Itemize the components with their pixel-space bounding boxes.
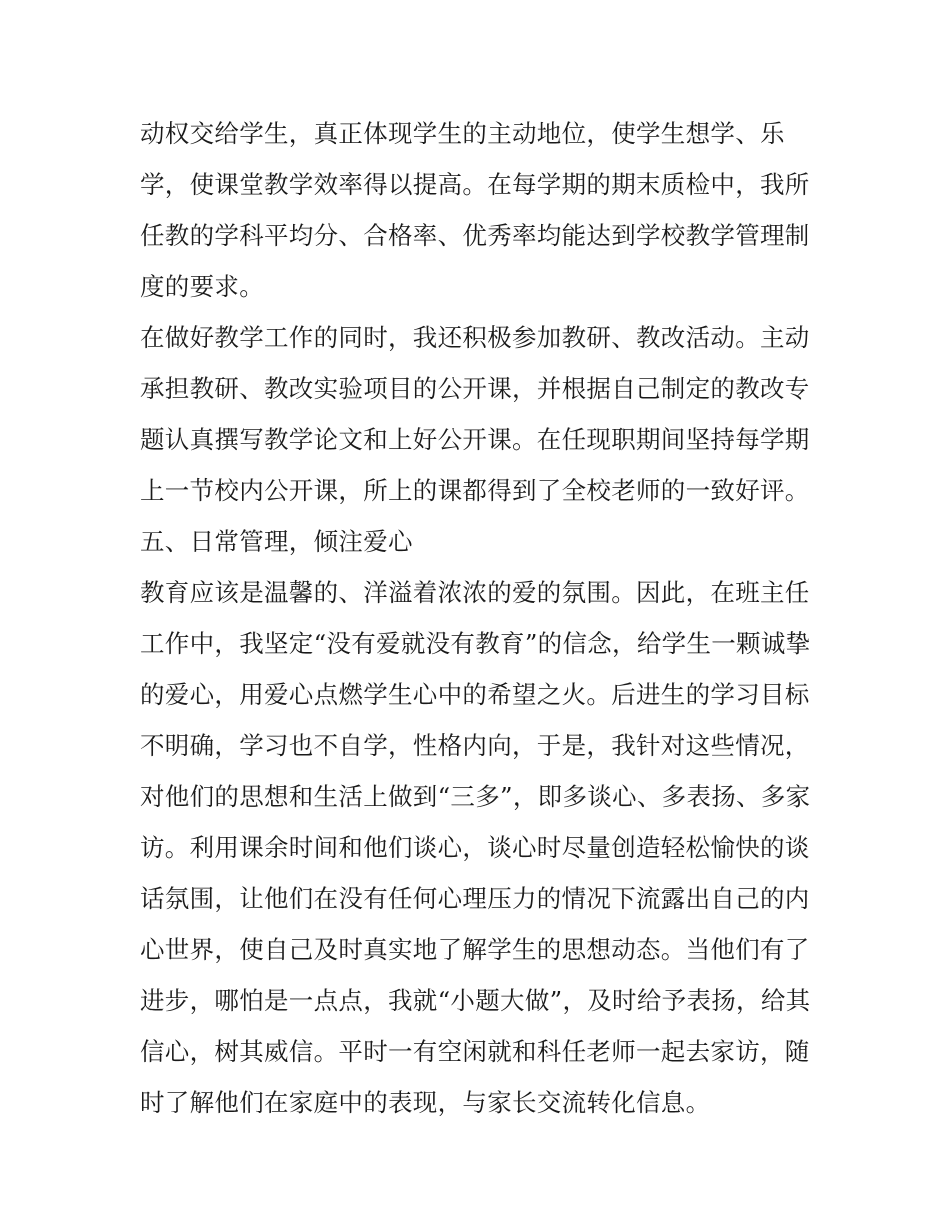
text-line: 任教的学科平均分、合格率、优秀率均能达到学校教学管理制 [140, 221, 810, 250]
text-line: 话氛围，让他们在没有任何心理压力的情况下流露出自己的内 [140, 884, 810, 913]
section-heading: 五、日常管理，倾注爱心 [140, 527, 413, 556]
text-line: 心世界，使自己及时真实地了解学生的思想动态。当他们有了 [140, 935, 810, 964]
text-line: 题认真撰写教学论文和上好公开课。在任现职期间坚持每学期 [140, 425, 810, 454]
text-line: 在做好教学工作的同时，我还积极参加教研、教改活动。主动 [140, 323, 810, 352]
text-line: 上一节校内公开课，所上的课都得到了全校老师的一致好评。 [140, 476, 810, 505]
text-line: 进步，哪怕是一点点，我就“小题大做”，及时给予表扬，给其 [140, 986, 811, 1015]
text-line: 动权交给学生，真正体现学生的主动地位，使学生想学、乐 [140, 119, 785, 148]
text-line: 教育应该是温馨的、洋溢着浓浓的爱的氛围。因此，在班主任 [140, 578, 810, 607]
text-line: 对他们的思想和生活上做到“三多”，即多谈心、多表扬、多家 [140, 782, 811, 811]
text-line: 工作中，我坚定“没有爱就没有教育”的信念，给学生一颗诚挚 [140, 629, 811, 658]
text-line: 时了解他们在家庭中的表现，与家长交流转化信息。 [140, 1088, 711, 1117]
text-line: 学，使课堂教学效率得以提高。在每学期的期末质检中，我所 [140, 170, 810, 199]
body-text [140, 108, 820, 1128]
text-line: 信心，树其威信。平时一有空闲就和科任老师一起去家访，随 [140, 1037, 810, 1066]
text-line: 不明确，学习也不自学，性格内向，于是，我针对这些情况， [140, 731, 810, 760]
text-line: 访。利用课余时间和他们谈心，谈心时尽量创造轻松愉快的谈 [140, 833, 810, 862]
text-line: 度的要求。 [140, 272, 264, 301]
text-line: 承担教研、教改实验项目的公开课，并根据自己制定的教改专 [140, 374, 810, 403]
text-line: 的爱心，用爱心点燃学生心中的希望之火。后进生的学习目标 [140, 680, 810, 709]
